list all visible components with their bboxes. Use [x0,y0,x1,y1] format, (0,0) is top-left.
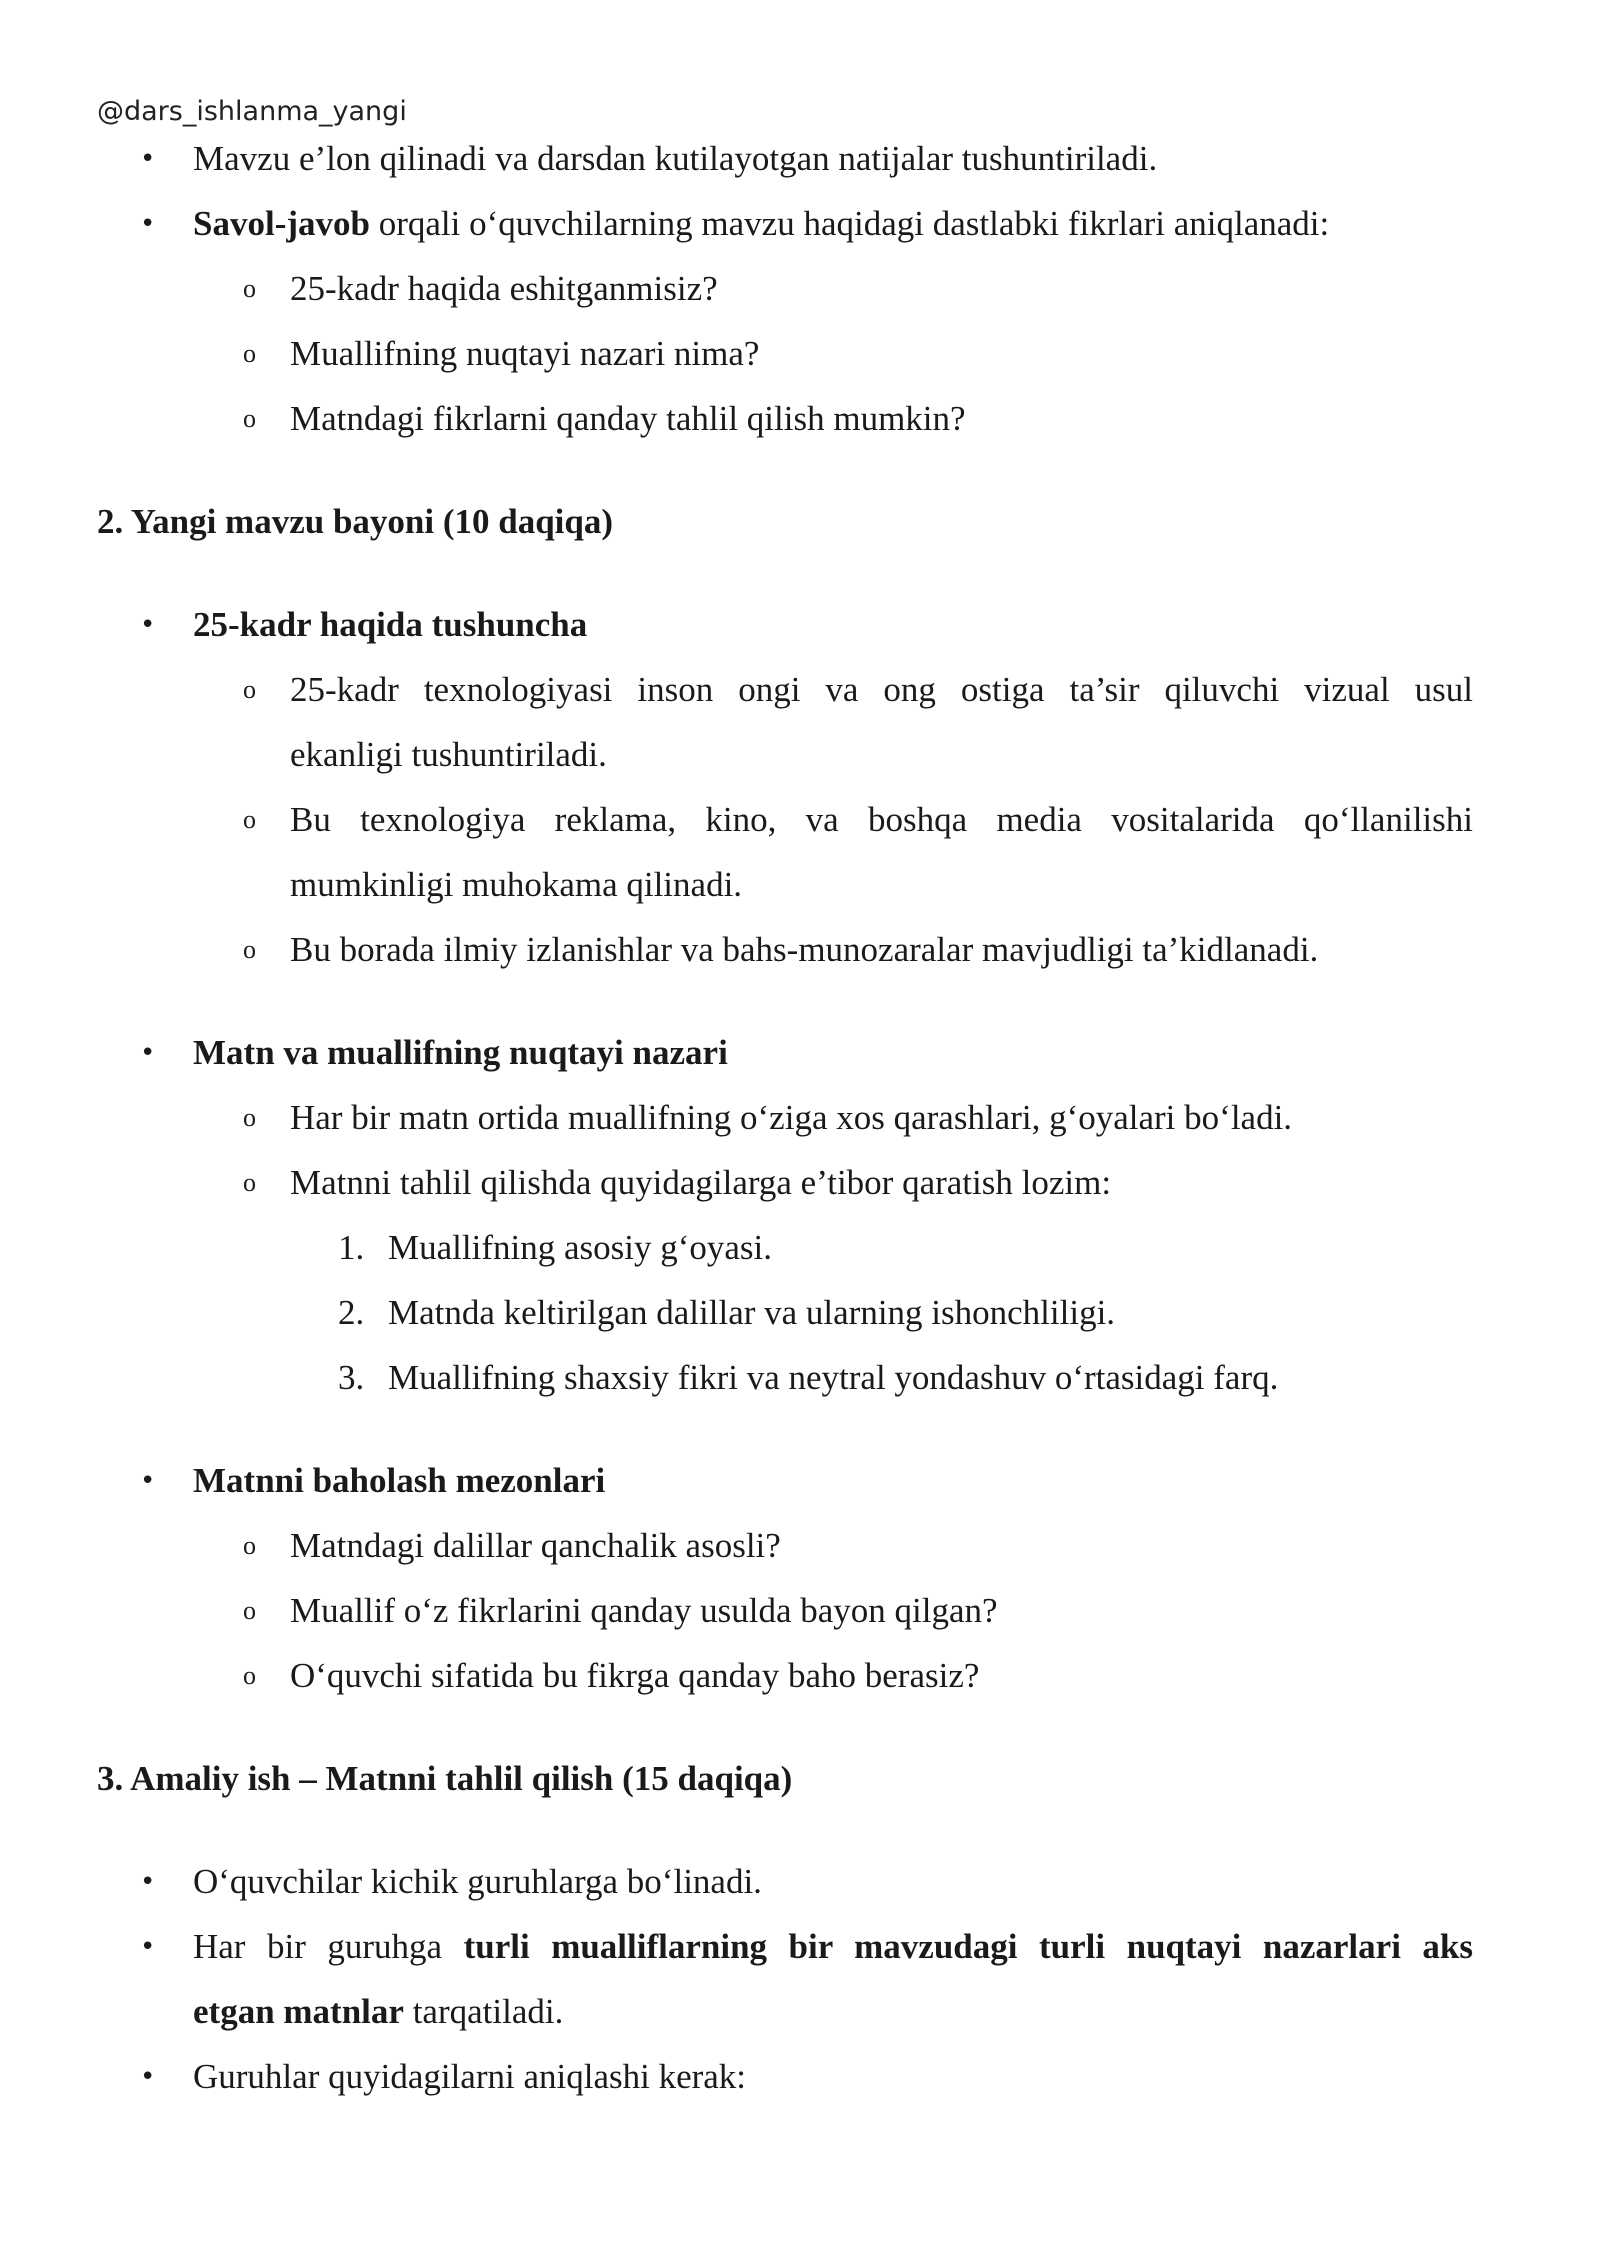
numbered-item-1: Muallifning asosiy g‘oyasi. [388,1228,772,1267]
section-3-title: 3. Amaliy ish – Matnni tahlil qilish (15 daqiqa) [97,1759,793,1798]
intro-bullet-1: Mavzu e’lon qilinadi va darsdan kutilayotgan natijalar tushuntiriladi. [193,139,1158,178]
circle-marker: o [243,404,256,433]
watermark: @dars_ishlanma_yangi [97,96,407,127]
question-1: 25-kadr haqida eshitganmisiz? [290,269,718,308]
circle-marker: o [243,675,256,704]
intro-bullet-2 [193,202,1329,246]
paragraph-line: mumkinligi muhokama qilinadi. [290,865,743,904]
list-item: Har bir matn ortida muallifning o‘ziga xos qarashlari, g‘oyalari bo‘ladi. [290,1098,1293,1137]
paragraph-line: 25-kadr texnologiyasi inson ongi va ong ostiga ta’sir qiluvchi vizual usul [290,670,1473,709]
circle-marker: o [243,1531,256,1560]
number-marker: 1. [338,1228,365,1267]
question-3: Matndagi fikrlarni qanday tahlil qilish mumkin? [290,399,966,438]
circle-marker: o [243,805,256,834]
subsection-evaluation-title: Matnni baholash mezonlari [193,1461,606,1500]
paragraph-line: ekanligi tushuntiriladi. [290,735,607,774]
circle-marker: o [243,339,256,368]
intro-bullet-2-text: orqali o‘quvchilarning mavzu haqidagi dastlabki fikrlari aniqlanadi: [369,204,1330,243]
bold-phrase: etgan matnlar [193,1992,404,2031]
number-marker: 3. [338,1358,365,1397]
paragraph-text: tarqatiladi. [403,1992,564,2031]
circle-marker: o [243,935,256,964]
bullet-marker: • [140,1466,156,1496]
section-2-title: 2. Yangi mavzu bayoni (10 daqiqa) [97,502,614,541]
number-marker: 2. [338,1293,365,1332]
circle-marker: o [243,1103,256,1132]
bold-term: Savol-javob [193,204,370,243]
numbered-item-3: Muallifning shaxsiy fikri va neytral yondashuv o‘rtasidagi farq. [388,1358,1279,1397]
list-item: O‘quvchilar kichik guruhlarga bo‘linadi. [193,1862,762,1901]
bullet-marker: • [140,610,156,640]
numbered-item-2: Matnda keltirilgan dalillar va ularning ishonchliligi. [388,1293,1116,1332]
bullet-marker: • [140,209,156,239]
question-2: Muallifning nuqtayi nazari nima? [290,334,760,373]
bullet-marker: • [140,1867,156,1897]
subsection-author-view-title: Matn va muallifning nuqtayi nazari [193,1033,728,1072]
bullet-marker: • [140,1932,156,1962]
list-item: Guruhlar quyidagilarni aniqlashi kerak: [193,2057,747,2096]
paragraph-line [193,1925,1473,1969]
paragraph-line [193,1990,563,2034]
bullet-marker: • [140,2062,156,2092]
paragraph-line: Bu texnologiya reklama, kino, va boshqa media vositalarida qo‘llanilishi [290,800,1473,839]
list-item: Matnni tahlil qilishda quyidagilarga e’tibor qaratish lozim: [290,1163,1112,1202]
bullet-marker: • [140,144,156,174]
paragraph-text: Har bir guruhga [193,1927,443,1966]
bullet-marker: • [140,1038,156,1068]
circle-marker: o [243,1168,256,1197]
list-item: Matndagi dalillar qanchalik asosli? [290,1526,781,1565]
circle-marker: o [243,1596,256,1625]
paragraph-line: Bu borada ilmiy izlanishlar va bahs-munozaralar mavjudligi ta’kidlanadi. [290,930,1319,969]
circle-marker: o [243,274,256,303]
circle-marker: o [243,1661,256,1690]
bold-phrase: turli mualliflarning bir mavzudagi turli nuqtayi nazarlari aks [463,1927,1474,1966]
subsection-25-kadr-title: 25-kadr haqida tushuncha [193,605,588,644]
list-item: Muallif o‘z fikrlarini qanday usulda bayon qilgan? [290,1591,998,1630]
list-item: O‘quvchi sifatida bu fikrga qanday baho berasiz? [290,1656,980,1695]
